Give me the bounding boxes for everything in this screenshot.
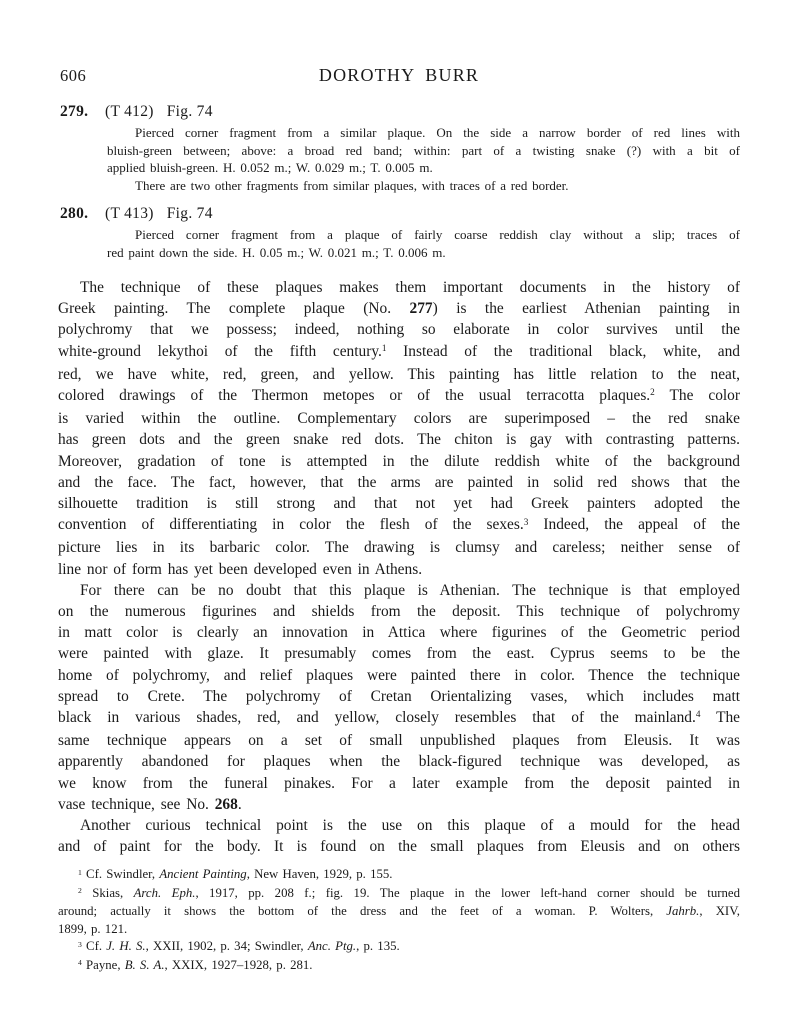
text-run: , 1917, pp. 208 f.; fig. 19. The plaque in the lower left-hand corner should be turned xyxy=(195,885,740,900)
text-line xyxy=(58,794,740,815)
text-run: has green dots and the green snake red dots. The chiton is gay with contrasting patterns. xyxy=(58,431,740,449)
text-run: The color xyxy=(654,387,741,405)
text-line xyxy=(107,124,740,142)
entry-reference: (T 413) xyxy=(105,205,154,222)
text-line xyxy=(58,364,740,385)
entry-number: 279. xyxy=(60,103,89,120)
text-line xyxy=(58,408,740,429)
text-run: 277 xyxy=(409,300,433,318)
text-run: Anc. Ptg. xyxy=(307,939,357,954)
text-line xyxy=(58,707,740,730)
footnote-marker: 2 xyxy=(78,886,82,896)
text-line xyxy=(107,159,740,177)
text-run: bluish-green between; above: a broad red band; within: part of a twisting snake (?) with a bit of xyxy=(107,142,740,158)
text-run: Another curious technical point is the use on this plaque of a mould for the head xyxy=(80,817,740,835)
page-content xyxy=(58,0,740,975)
text-run: The xyxy=(700,709,740,727)
catalog-entry-280 xyxy=(58,204,740,261)
text-run: Pierced corner fragment from a plaque of fairly coarse reddish clay without a slip; traces of xyxy=(135,227,740,242)
text-run: same technique appears on a set of small unpublished plaques from Eleusis. It was xyxy=(58,732,740,750)
text-line xyxy=(58,866,740,885)
text-run: Skias, xyxy=(81,885,134,900)
text-run: red, we have white, red, green, and yellow. This painting has little relation to the neat, xyxy=(58,365,740,383)
text-run: and of paint for the body. It is found on the small plaques from Eleusis and on others xyxy=(58,838,740,856)
text-run: Instead of the traditional black, white, and xyxy=(386,342,740,360)
text-run: colored drawings of the Thermon metopes or of the usual terracotta plaques. xyxy=(58,387,651,405)
text-run: home of polychromy, and relief plaques were painted there in color. Thence the technique xyxy=(58,666,740,684)
text-run: , XXIX, 1927–1928, p. 281. xyxy=(164,957,313,972)
entry-description xyxy=(58,124,740,194)
text-line xyxy=(58,938,740,957)
text-line xyxy=(58,451,740,472)
text-line xyxy=(58,537,740,558)
entry-figure-ref: Fig. 74 xyxy=(166,205,213,222)
text-line xyxy=(58,472,740,493)
footnote-marker: 4 xyxy=(78,958,82,968)
text-line xyxy=(58,665,740,686)
footnote-2 xyxy=(58,885,740,939)
text-line xyxy=(58,643,740,664)
footnote-1 xyxy=(58,866,740,885)
text-run: Cf. xyxy=(81,939,107,954)
text-run: polychromy that we possess; indeed, nothing so elaborate in color survives until the xyxy=(58,321,740,339)
footnote-marker: 3 xyxy=(78,939,82,949)
text-line xyxy=(58,601,740,622)
text-run: in matt color is clearly an innovation in Attica where figurines of the Geometric period xyxy=(58,624,740,642)
page-header xyxy=(58,64,740,86)
body-paragraph-athenian xyxy=(58,580,740,815)
text-run: , New Haven, 1929, p. 155. xyxy=(246,867,393,882)
footnotes-section xyxy=(58,866,740,975)
text-run: apparently abandoned for plaques when the black-figured technique was developed, as xyxy=(58,753,740,771)
text-run: picture lies in its barbaric color. The drawing is clumsy and careless; neither sense of xyxy=(58,539,740,557)
text-line xyxy=(58,319,740,340)
text-run: were painted with glaze. It presumably comes from the east. Cyprus seems to be the xyxy=(58,645,740,663)
text-line xyxy=(58,957,740,976)
running-head: DOROTHY BURR xyxy=(318,65,480,85)
text-line xyxy=(58,622,740,643)
text-run: 1899, p. 121. xyxy=(58,921,128,936)
footnote-marker: 1 xyxy=(78,867,82,877)
entry-heading xyxy=(58,204,740,224)
text-run: spread to Crete. The polychromy of Cretan Orientalizing vases, which includes matt xyxy=(58,687,740,705)
text-run: There are two other fragments from similar plaques, with traces of a red border. xyxy=(135,177,569,193)
text-line xyxy=(58,559,740,580)
text-run: Moreover, gradation of tone is attempted in the dilute reddish white of the background xyxy=(58,452,740,470)
text-line xyxy=(107,244,740,262)
catalog-entry-279 xyxy=(58,102,740,194)
footnote-marker: 4 xyxy=(695,709,701,720)
text-run: applied bluish-green. H. 0.052 m.; W. 0.029 m.; T. 0.005 m. xyxy=(107,160,433,175)
main-text xyxy=(58,277,740,857)
text-run: line nor of form has yet been developed even in Athens. xyxy=(58,560,423,578)
text-run: J. H. S. xyxy=(106,939,146,954)
text-run: Indeed, the appeal of the xyxy=(528,516,740,534)
footnote-4 xyxy=(58,957,740,976)
text-run: white-ground lekythoi of the fifth century. xyxy=(58,342,382,360)
text-line xyxy=(58,298,740,319)
text-line xyxy=(107,226,740,244)
text-line xyxy=(58,903,740,921)
footnote-3 xyxy=(58,938,740,957)
text-line xyxy=(58,514,740,537)
text-run: we know from the funeral pinakes. For a later example from the deposit painted in xyxy=(58,774,740,792)
entry-number: 280. xyxy=(60,205,89,222)
entry-reference: (T 412) xyxy=(105,103,154,120)
text-run: Pierced corner fragment from a similar plaque. On the side a narrow border of red lines with xyxy=(135,125,740,140)
footnote-marker: 2 xyxy=(650,387,655,398)
text-line xyxy=(58,921,740,939)
text-run: ) is the earliest Athenian painting in xyxy=(432,300,740,318)
text-run: on the numerous figurines and shields from the deposit. This technique of polychromy xyxy=(58,603,740,621)
body-paragraph-technique xyxy=(58,277,740,580)
entry-description xyxy=(58,226,740,261)
text-run: 268 xyxy=(214,795,238,813)
text-line xyxy=(58,493,740,514)
text-line xyxy=(58,385,740,408)
text-run: convention of differentiating in color the flesh of the sexes. xyxy=(58,516,524,534)
entry-heading xyxy=(58,102,740,122)
text-run: The technique of these plaques makes them important documents in the history of xyxy=(80,279,740,296)
text-run: and the face. The fact, however, that the arms are painted in solid red shows that the xyxy=(58,473,740,491)
text-run: Ancient Painting xyxy=(159,867,247,882)
text-line xyxy=(58,751,740,772)
text-line xyxy=(107,177,740,195)
text-run: , XIV, xyxy=(699,904,740,919)
text-run: around; actually it shows the bottom of the dress and the feet of a woman. P. Wolters, xyxy=(58,904,667,919)
text-line xyxy=(58,773,740,794)
text-run: Cf. Swindler, xyxy=(81,867,160,882)
text-line xyxy=(58,277,740,298)
text-run: B. S. A. xyxy=(124,957,165,972)
text-run: For there can be no doubt that this plaque is Athenian. The technique is that employed xyxy=(80,581,740,599)
text-line xyxy=(58,341,740,364)
page-number: 606 xyxy=(60,66,87,85)
text-line xyxy=(58,885,740,904)
text-run: black in various shades, red, and yellow, closely resembles that of the mainland. xyxy=(58,709,696,727)
text-line xyxy=(58,815,740,836)
text-line xyxy=(58,836,740,857)
text-run: silhouette tradition is still strong and that not yet had Greek painters adopted the xyxy=(58,495,740,513)
text-run: vase technique, see No. xyxy=(58,795,215,813)
text-run: Greek painting. The complete plaque (No. xyxy=(58,300,410,318)
text-line xyxy=(107,142,740,160)
text-run: , XXII, 1902, p. 34; Swindler, xyxy=(145,939,308,954)
text-line xyxy=(58,429,740,450)
text-line xyxy=(58,580,740,601)
body-paragraph-mould xyxy=(58,815,740,857)
text-line xyxy=(58,686,740,707)
text-run: , p. 135. xyxy=(356,939,400,954)
entry-figure-ref: Fig. 74 xyxy=(166,103,213,120)
text-run: Jahrb. xyxy=(666,904,700,919)
text-run: Payne, xyxy=(81,957,125,972)
text-run: . xyxy=(237,795,242,813)
text-line xyxy=(58,730,740,751)
footnote-marker: 3 xyxy=(523,516,529,527)
text-run: is varied within the outline. Complementary colors are superimposed – the red snake xyxy=(58,410,740,428)
footnote-marker: 1 xyxy=(381,343,387,353)
text-run: red paint down the side. H. 0.05 m.; W. 0.021 m.; T. 0.006 m. xyxy=(107,244,446,260)
text-run: Arch. Eph. xyxy=(133,885,196,900)
